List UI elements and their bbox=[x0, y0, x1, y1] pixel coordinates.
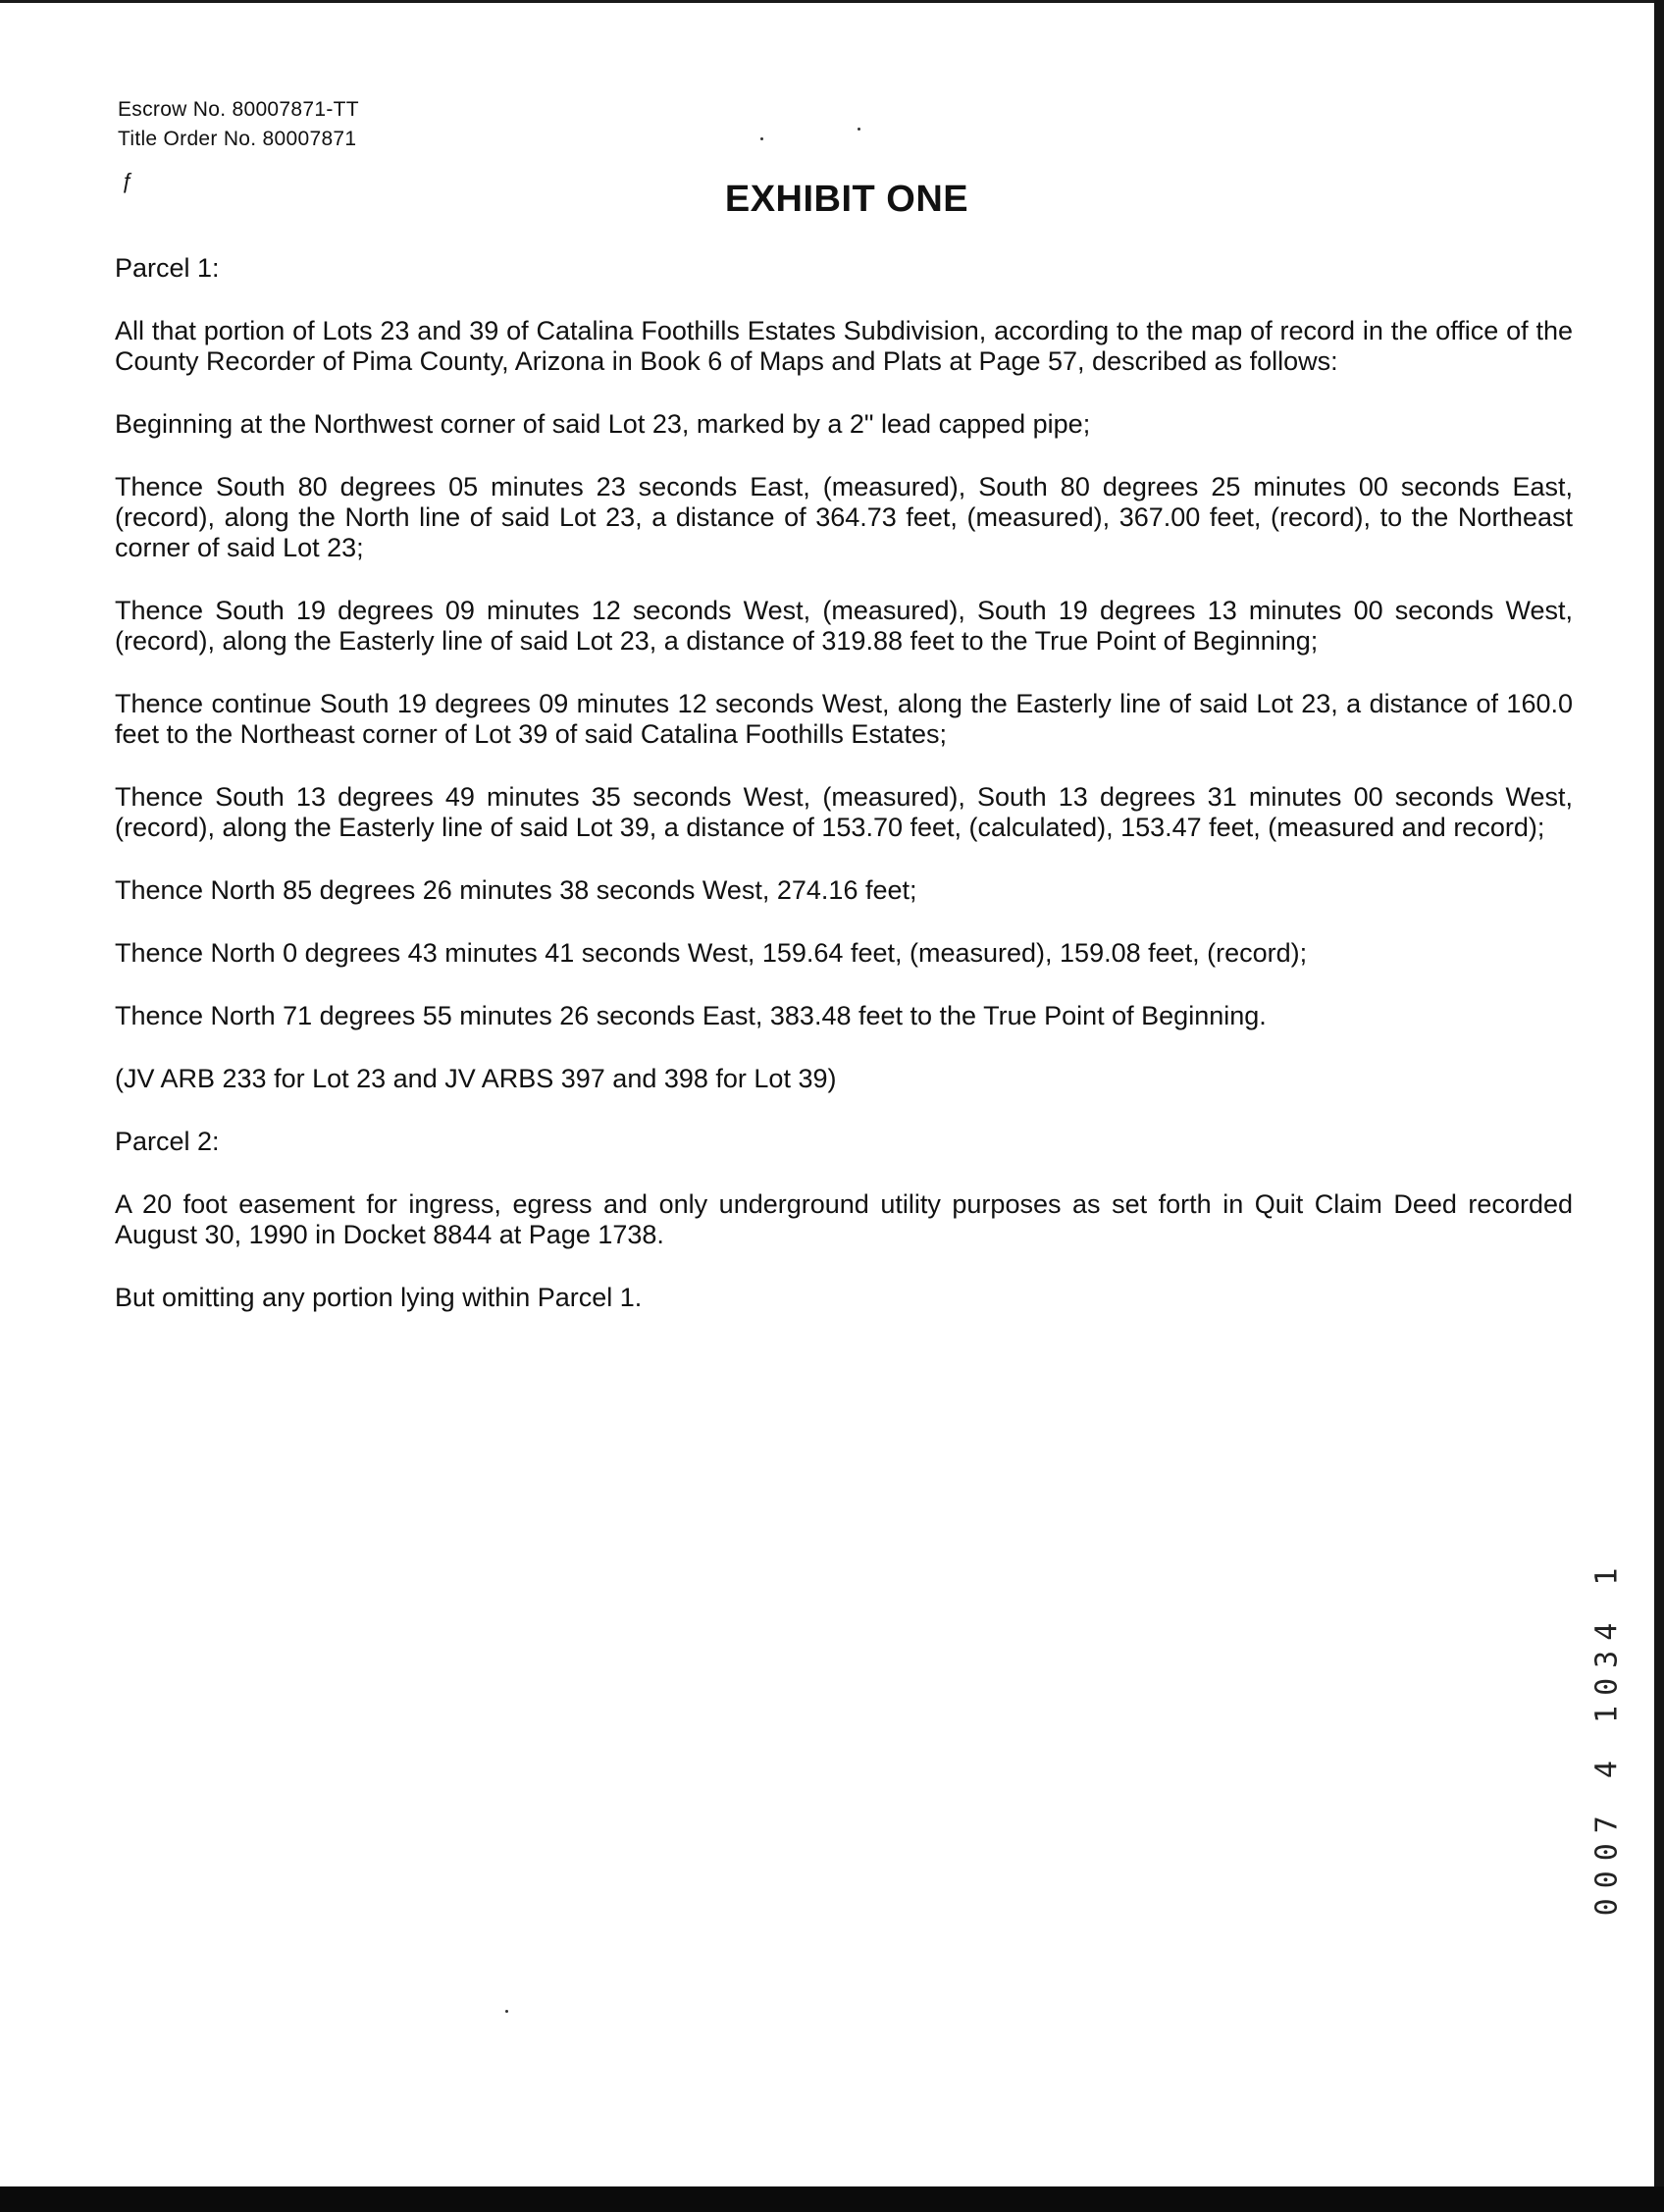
parcel-2-easement: A 20 foot easement for ingress, egress and only underground utility purposes as set forth in Quit Claim Deed recorded August 30, 1990 in Docket 8844 at Page 1738. bbox=[115, 1189, 1573, 1249]
course-2: Thence South 19 degrees 09 minutes 12 seconds West, (measured), South 19 degrees 13 minutes 00 seconds West, (record), along the Easterly line of said Lot 23, a distance of 319.88 feet to the True Point of Beginning; bbox=[115, 596, 1573, 656]
page-title: EXHIBIT ONE bbox=[724, 179, 969, 220]
parcel-2-heading: Parcel 2: bbox=[115, 1127, 220, 1156]
parcel-1-heading: Parcel 1: bbox=[115, 253, 220, 283]
parcel-2-exception: But omitting any portion lying within Parcel 1. bbox=[115, 1283, 643, 1312]
pen-mark: ƒ bbox=[122, 169, 134, 193]
course-7: Thence North 71 degrees 55 minutes 26 seconds East, 383.48 feet to the True Point of Beginning. bbox=[115, 1001, 1267, 1030]
scan-speck bbox=[858, 128, 860, 131]
title-order-number: Title Order No. 80007871 bbox=[118, 128, 357, 150]
escrow-number: Escrow No. 80007871-TT bbox=[118, 98, 359, 121]
scan-speck bbox=[760, 137, 763, 140]
header-block bbox=[118, 95, 359, 154]
scan-border-right bbox=[1654, 0, 1664, 2212]
course-4: Thence South 13 degrees 49 minutes 35 seconds West, (measured), South 13 degrees 31 minutes 00 seconds West, (record), along the Easterly line of said Lot 39, a distance of 153.70 feet, (calculated), 153.47 feet, (measured and record); bbox=[115, 782, 1573, 842]
recording-stamp-number: 0007 4 1034 1 bbox=[1589, 1557, 1625, 1917]
course-1: Thence South 80 degrees 05 minutes 23 seconds East, (measured), South 80 degrees 25 minutes 00 seconds East, (record), along the North line of said Lot 23, a distance of 364.73 feet, (measured), 367.00 feet, (record), to the Northeast corner of said Lot 23; bbox=[115, 472, 1573, 562]
arb-reference: (JV ARB 233 for Lot 23 and JV ARBS 397 and 398 for Lot 39) bbox=[115, 1064, 837, 1093]
scan-border-bottom bbox=[0, 2186, 1664, 2212]
course-6: Thence North 0 degrees 43 minutes 41 seconds West, 159.64 feet, (measured), 159.08 feet, (record); bbox=[115, 938, 1308, 968]
legal-description bbox=[115, 253, 1573, 1345]
scan-speck bbox=[505, 2010, 508, 2013]
recording-stamp bbox=[1587, 1557, 1627, 1917]
beginning-point: Beginning at the Northwest corner of said Lot 23, marked by a 2" lead capped pipe; bbox=[115, 409, 1091, 439]
parcel-1-intro: All that portion of Lots 23 and 39 of Catalina Foothills Estates Subdivision, according to the map of record in the office of the County Recorder of Pima County, Arizona in Book 6 of Maps and Plats at Page 57, described as follows: bbox=[115, 316, 1573, 376]
course-3: Thence continue South 19 degrees 09 minutes 12 seconds West, along the Easterly line of said Lot 23, a distance of 160.0 feet to the Northeast corner of Lot 39 of said Catalina Foothills Estates; bbox=[115, 689, 1573, 749]
course-5: Thence North 85 degrees 26 minutes 38 seconds West, 274.16 feet; bbox=[115, 875, 917, 905]
scan-border-top bbox=[0, 0, 1664, 3]
